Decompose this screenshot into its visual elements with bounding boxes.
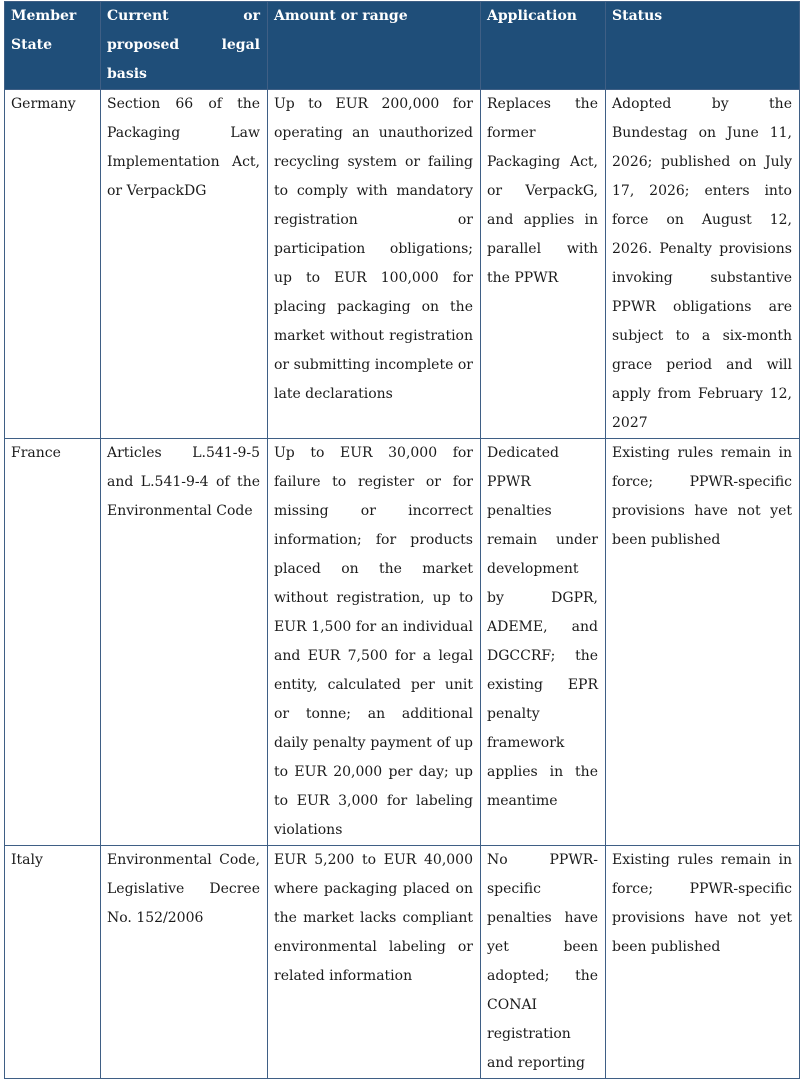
cell-status: Adopted by the Bundestag on June 11, 2026; published on July 17, 2026; enters into force on August 12, 2026. Penalty provisions invoking substantive PPWR obligations are subject to a six-month grace period and will apply from February 12, 2027 bbox=[606, 90, 800, 439]
table-row-italy bbox=[5, 846, 800, 1079]
cell-legal-basis: Articles L.541-9-5 and L.541-9-4 of the Environmental Code bbox=[101, 439, 268, 846]
table-row-germany bbox=[5, 90, 800, 439]
cell-member-state: France bbox=[5, 439, 101, 846]
cell-application: No PPWR-specific penalties have yet been adopted; the CONAI registration and reporting bbox=[481, 846, 606, 1079]
header-member-state: Member State bbox=[5, 2, 101, 90]
table-row-france bbox=[5, 439, 800, 846]
penalties-table bbox=[4, 1, 800, 1079]
cell-legal-basis: Section 66 of the Packaging Law Implementation Act, or VerpackDG bbox=[101, 90, 268, 439]
cell-amount: Up to EUR 200,000 for operating an unauthorized recycling system or failing to comply with mandatory registration or participation obligations; up to EUR 100,000 for placing packaging on the market without registration or submitting incomplete or late declarations bbox=[268, 90, 481, 439]
cell-status: Existing rules remain in force; PPWR-specific provisions have not yet been published bbox=[606, 846, 800, 1079]
cell-amount: EUR 5,200 to EUR 40,000 where packaging placed on the market lacks compliant environmental labeling or related information bbox=[268, 846, 481, 1079]
cell-application: Replaces the former Packaging Act, or VerpackG, and applies in parallel with the PPWR bbox=[481, 90, 606, 439]
cell-amount: Up to EUR 30,000 for failure to register or for missing or incorrect information; for products placed on the market without registration, up to EUR 1,500 for an individual and EUR 7,500 for a legal entity, calculated per unit or tonne; an additional daily penalty payment of up to EUR 20,000 per day; up to EUR 3,000 for labeling violations bbox=[268, 439, 481, 846]
cell-status: Existing rules remain in force; PPWR-specific provisions have not yet been published bbox=[606, 439, 800, 846]
cell-member-state: Italy bbox=[5, 846, 101, 1079]
table-header-row bbox=[5, 2, 800, 90]
cell-member-state: Germany bbox=[5, 90, 101, 439]
header-application: Application bbox=[481, 2, 606, 90]
cell-application: Dedicated PPWR penalties remain under development by DGPR, ADEME, and DGCCRF; the existing EPR penalty framework applies in the meantime bbox=[481, 439, 606, 846]
header-amount: Amount or range bbox=[268, 2, 481, 90]
cell-legal-basis: Environmental Code, Legislative Decree No. 152/2006 bbox=[101, 846, 268, 1079]
header-legal-basis: Current or proposed legal basis bbox=[101, 2, 268, 90]
header-status: Status bbox=[606, 2, 800, 90]
